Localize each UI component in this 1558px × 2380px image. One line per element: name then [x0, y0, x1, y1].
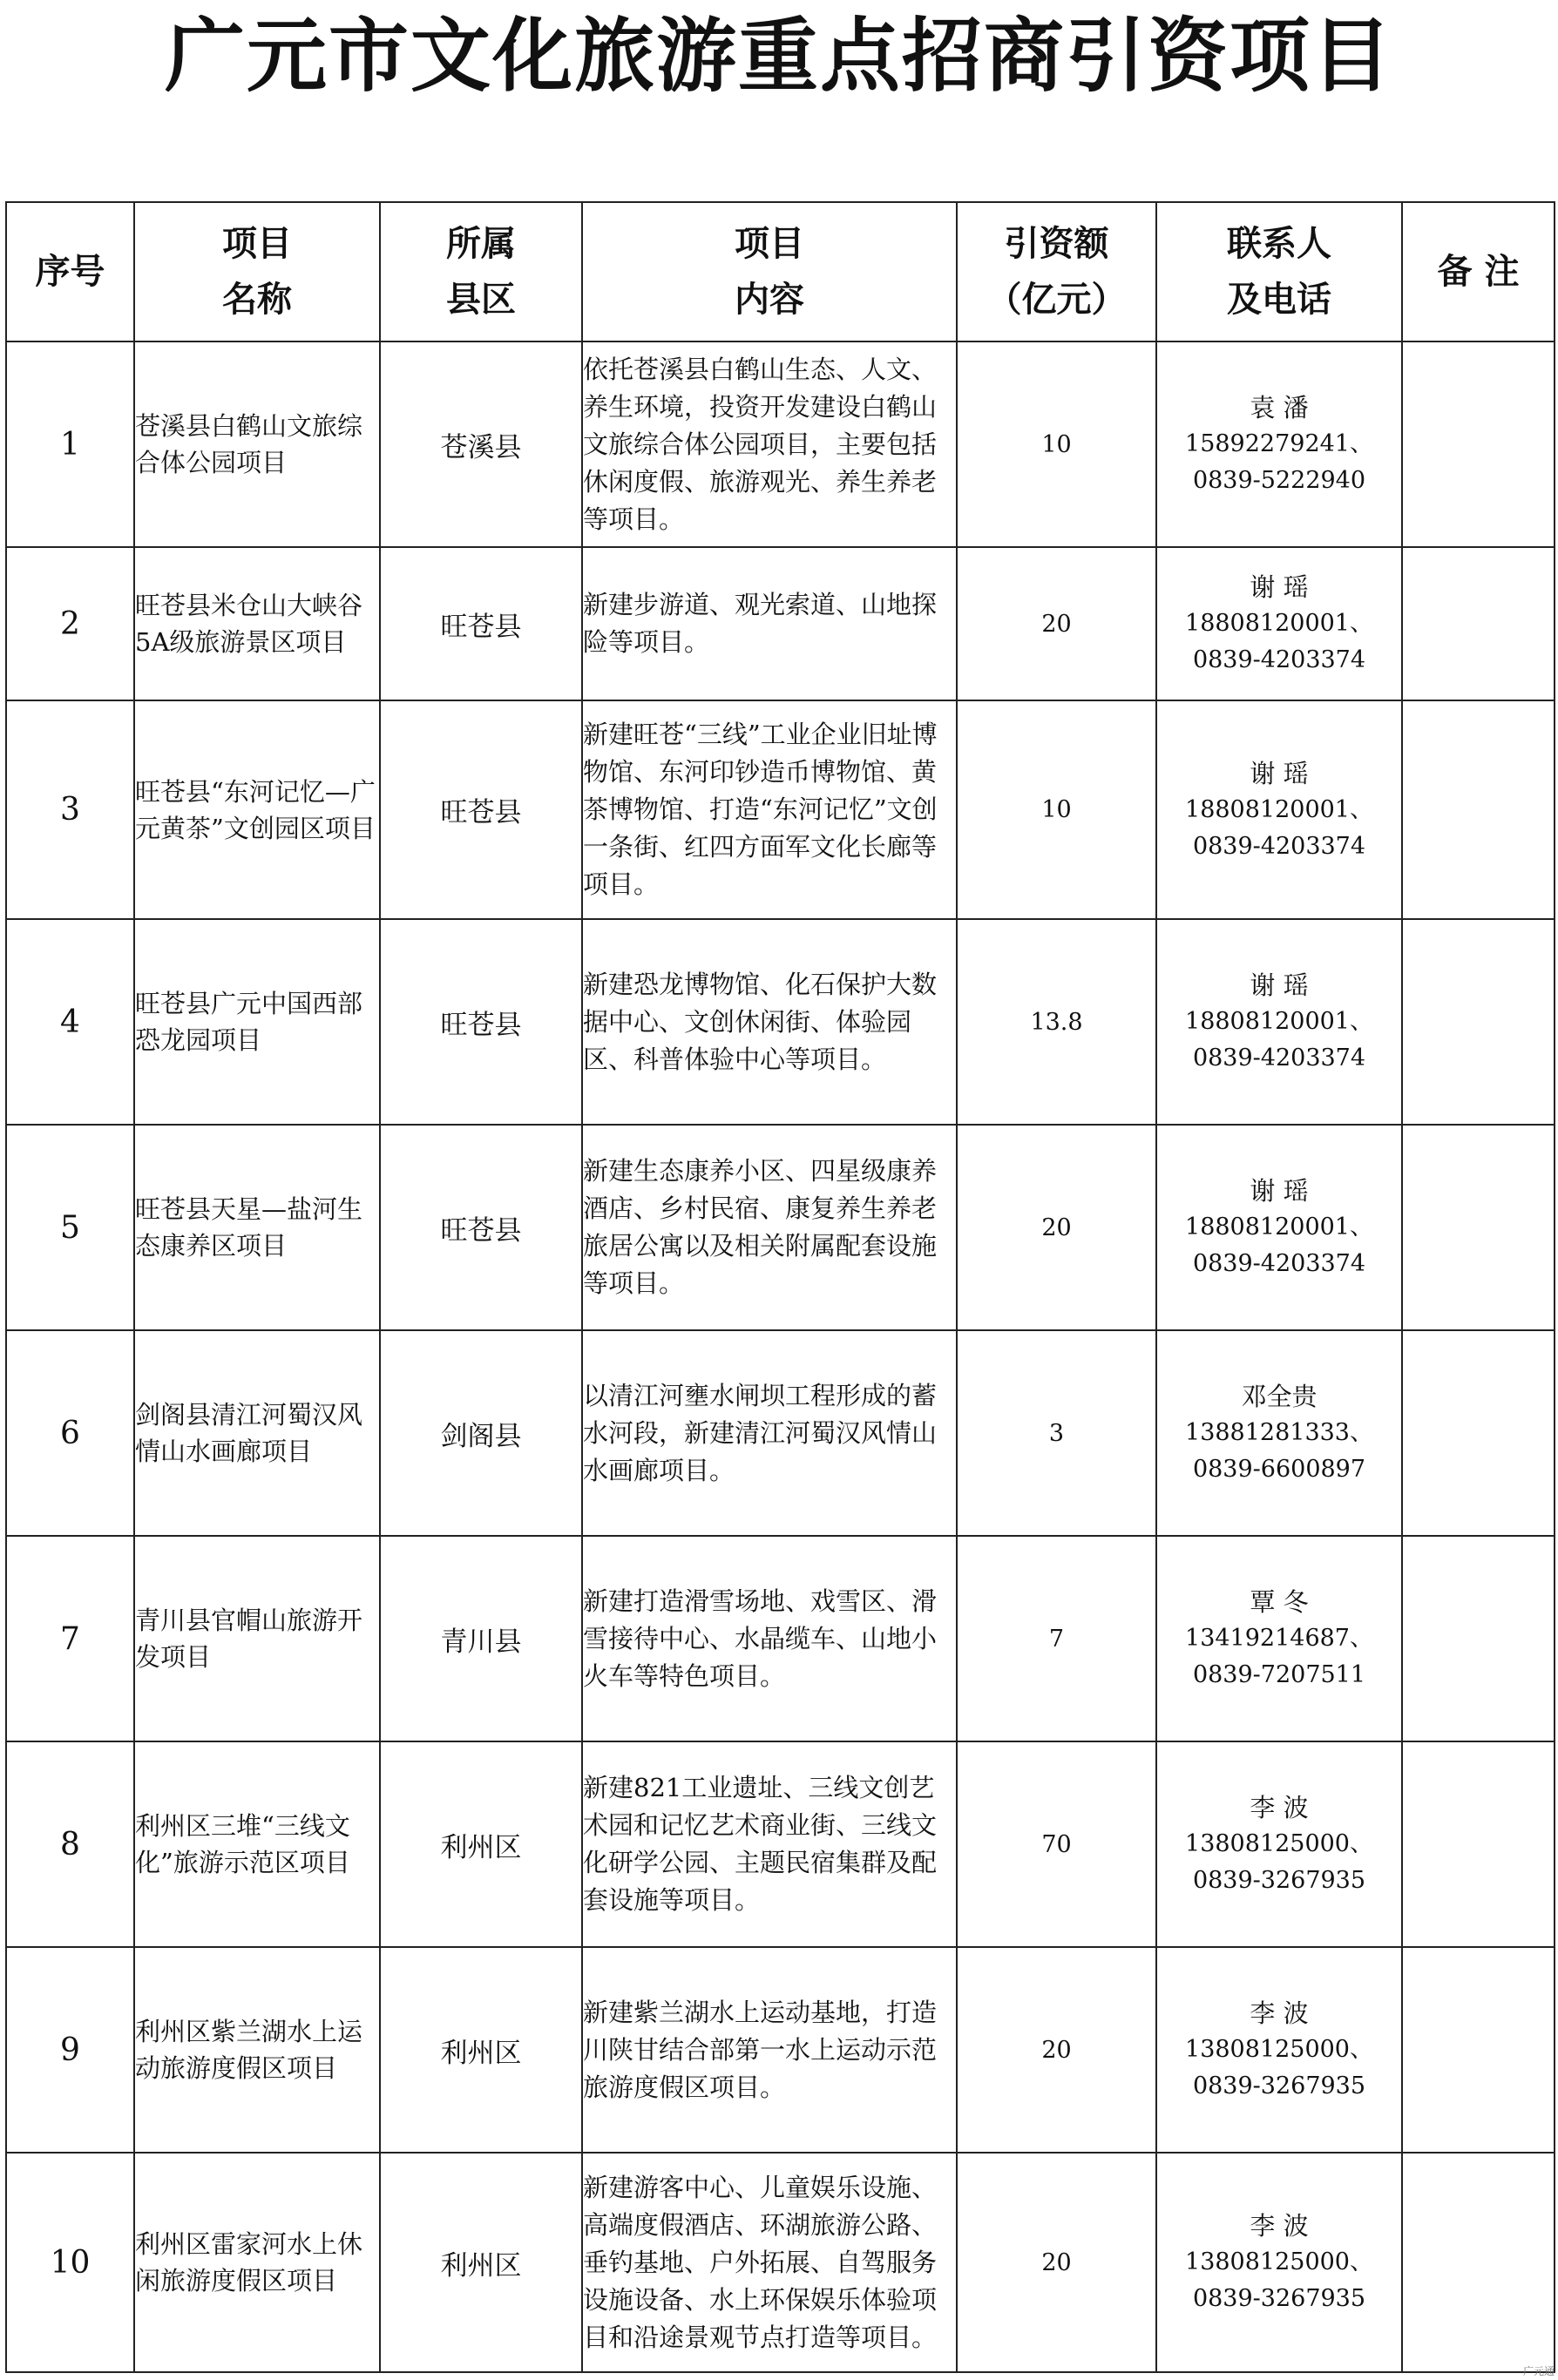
cell-project-name: 旺苍县广元中国西部恐龙园项目 [134, 919, 380, 1125]
contact-landline: 0839-4203374 [1192, 1045, 1366, 1072]
table-row [6, 341, 1555, 547]
cell-content: 以清江河壅水闸坝工程形成的蓄水河段，新建清江河蜀汉风情山水画廊项目。 [582, 1330, 957, 1536]
cell-contact [1156, 1125, 1402, 1330]
cell-contact [1156, 1330, 1402, 1536]
contact-landline: 0839-6600897 [1192, 1456, 1366, 1483]
contact-mobile: 18808120001、 [1185, 795, 1373, 823]
cell-project-name: 旺苍县米仓山大峡谷5A级旅游景区项目 [134, 547, 380, 700]
cell-no: 6 [6, 1330, 134, 1536]
cell-note [1402, 1330, 1555, 1536]
cell-no: 2 [6, 547, 134, 700]
cell-county: 苍溪县 [380, 341, 582, 547]
contact-name: 谢 瑶 [1250, 1176, 1309, 1206]
cell-content: 新建打造滑雪场地、戏雪区、滑雪接待中心、水晶缆车、山地小火车等特色项目。 [582, 1536, 957, 1741]
cell-county: 旺苍县 [380, 700, 582, 919]
cell-project-name: 利州区紫兰湖水上运动旅游度假区项目 [134, 1947, 380, 2153]
header-no: 序号 [6, 202, 134, 341]
cell-content: 新建旺苍“三线”工业企业旧址博物馆、东河印钞造币博物馆、黄茶博物馆、打造“东河记忆”文创一条街、红四方面军文化长廊等项目。 [582, 700, 957, 919]
cell-amount: 13.8 [957, 919, 1156, 1125]
table-row [6, 700, 1555, 919]
cell-amount: 20 [957, 547, 1156, 700]
header-note: 备 注 [1402, 202, 1555, 341]
header-content: 项目 内容 [582, 202, 957, 341]
cell-county: 剑阁县 [380, 1330, 582, 1536]
cell-contact [1156, 547, 1402, 700]
contact-landline: 0839-4203374 [1192, 646, 1366, 673]
cell-content: 新建步游道、观光索道、山地探险等项目。 [582, 547, 957, 700]
cell-amount: 70 [957, 1741, 1156, 1947]
contact-name: 覃 冬 [1250, 1587, 1309, 1617]
contact-name: 袁 潘 [1250, 393, 1309, 423]
cell-project-name: 苍溪县白鹤山文旅综合体公园项目 [134, 341, 380, 547]
table-row [6, 547, 1555, 700]
cell-amount: 20 [957, 1125, 1156, 1330]
contact-name: 谢 瑶 [1250, 572, 1309, 602]
table-row [6, 1741, 1555, 1947]
cell-note [1402, 547, 1555, 700]
table-row [6, 1125, 1555, 1330]
header-amount: 引资额 （亿元） [957, 202, 1156, 341]
cell-note [1402, 919, 1555, 1125]
cell-no: 10 [6, 2153, 134, 2372]
cell-contact [1156, 919, 1402, 1125]
contact-landline: 0839-5222940 [1192, 467, 1366, 494]
cell-county: 利州区 [380, 2153, 582, 2372]
cell-amount: 7 [957, 1536, 1156, 1741]
cell-county: 旺苍县 [380, 919, 582, 1125]
cell-no: 9 [6, 1947, 134, 2153]
cell-no: 5 [6, 1125, 134, 1330]
cell-content: 新建生态康养小区、四星级康养酒店、乡村民宿、康复养生养老旅居公寓以及相关附属配套设施等项目。 [582, 1125, 957, 1330]
cell-contact [1156, 341, 1402, 547]
table-row [6, 1330, 1555, 1536]
cell-no: 1 [6, 341, 134, 547]
table-row [6, 2153, 1555, 2372]
cell-content: 依托苍溪县白鹤山生态、人文、养生环境，投资开发建设白鹤山文旅综合体公园项目，主要包括休闲度假、旅游观光、养生养老等项目。 [582, 341, 957, 547]
cell-county: 利州区 [380, 1741, 582, 1947]
cell-amount: 20 [957, 1947, 1156, 2153]
cell-project-name: 青川县官帽山旅游开发项目 [134, 1536, 380, 1741]
cell-note [1402, 341, 1555, 547]
cell-amount: 20 [957, 2153, 1156, 2372]
page-title: 广元市文化旅游重点招商引资项目 [164, 10, 1393, 103]
contact-name: 谢 瑶 [1250, 970, 1309, 1000]
cell-project-name: 利州区三堆“三线文化”旅游示范区项目 [134, 1741, 380, 1947]
table-row [6, 919, 1555, 1125]
contact-mobile: 13808125000、 [1185, 1830, 1373, 1857]
cell-content: 新建恐龙博物馆、化石保护大数据中心、文创休闲街、体验园区、科普体验中心等项目。 [582, 919, 957, 1125]
cell-project-name: 剑阁县清江河蜀汉风情山水画廊项目 [134, 1330, 380, 1536]
cell-county: 青川县 [380, 1536, 582, 1741]
contact-name: 李 波 [1250, 1793, 1309, 1822]
cell-contact [1156, 1536, 1402, 1741]
cell-county: 旺苍县 [380, 547, 582, 700]
cell-no: 8 [6, 1741, 134, 1947]
cell-contact [1156, 2153, 1402, 2372]
cell-no: 3 [6, 700, 134, 919]
corner-mark: 广元通 [1522, 2365, 1555, 2377]
header-name: 项目 名称 [134, 202, 380, 341]
projects-table [5, 201, 1555, 2373]
cell-contact [1156, 700, 1402, 919]
cell-amount: 10 [957, 341, 1156, 547]
cell-note [1402, 1536, 1555, 1741]
contact-mobile: 18808120001、 [1185, 1008, 1373, 1035]
cell-content: 新建紫兰湖水上运动基地，打造川陕甘结合部第一水上运动示范旅游度假区项目。 [582, 1947, 957, 2153]
contact-landline: 0839-3267935 [1192, 2285, 1366, 2312]
cell-content: 新建游客中心、儿童娱乐设施、高端度假酒店、环湖旅游公路、垂钓基地、户外拓展、自驾服务设施设备、水上环保娱乐体验项目和沿途景观节点打造等项目。 [582, 2153, 957, 2372]
contact-mobile: 18808120001、 [1185, 610, 1373, 637]
cell-no: 4 [6, 919, 134, 1125]
cell-no: 7 [6, 1536, 134, 1741]
contact-landline: 0839-4203374 [1192, 832, 1366, 860]
contact-mobile: 13808125000、 [1185, 2036, 1373, 2063]
cell-county: 旺苍县 [380, 1125, 582, 1330]
contact-landline: 0839-3267935 [1192, 1867, 1366, 1894]
contact-landline: 0839-4203374 [1192, 1250, 1366, 1277]
contact-name: 谢 瑶 [1250, 758, 1309, 788]
contact-landline: 0839-7207511 [1192, 1661, 1366, 1688]
contact-mobile: 13881281333、 [1185, 1419, 1373, 1446]
contact-name: 李 波 [1250, 1998, 1309, 2028]
table-body [6, 341, 1555, 2372]
cell-contact [1156, 1947, 1402, 2153]
cell-amount: 10 [957, 700, 1156, 919]
cell-project-name: 旺苍县“东河记忆—广元黄茶”文创园区项目 [134, 700, 380, 919]
contact-mobile: 13419214687、 [1185, 1625, 1373, 1652]
cell-project-name: 利州区雷家河水上休闲旅游度假区项目 [134, 2153, 380, 2372]
cell-contact [1156, 1741, 1402, 1947]
contact-mobile: 15892279241、 [1185, 430, 1373, 457]
cell-note [1402, 1125, 1555, 1330]
contact-name: 邓全贵 [1241, 1382, 1318, 1411]
table-row [6, 1947, 1555, 2153]
cell-amount: 3 [957, 1330, 1156, 1536]
contact-name: 李 波 [1250, 2211, 1309, 2241]
contact-mobile: 18808120001、 [1185, 1214, 1373, 1241]
table-row [6, 1536, 1555, 1741]
header-county: 所属 县区 [380, 202, 582, 341]
table-header-row [6, 202, 1555, 341]
header-contact: 联系人 及电话 [1156, 202, 1402, 341]
contact-landline: 0839-3267935 [1192, 2072, 1366, 2099]
cell-county: 利州区 [380, 1947, 582, 2153]
contact-mobile: 13808125000、 [1185, 2248, 1373, 2275]
cell-note [1402, 1741, 1555, 1947]
cell-content: 新建821工业遗址、三线文创艺术园和记忆艺术商业街、三线文化研学公园、主题民宿集群及配套设施等项目。 [582, 1741, 957, 1947]
cell-project-name: 旺苍县天星—盐河生态康养区项目 [134, 1125, 380, 1330]
cell-note [1402, 700, 1555, 919]
cell-note [1402, 2153, 1555, 2372]
cell-note [1402, 1947, 1555, 2153]
